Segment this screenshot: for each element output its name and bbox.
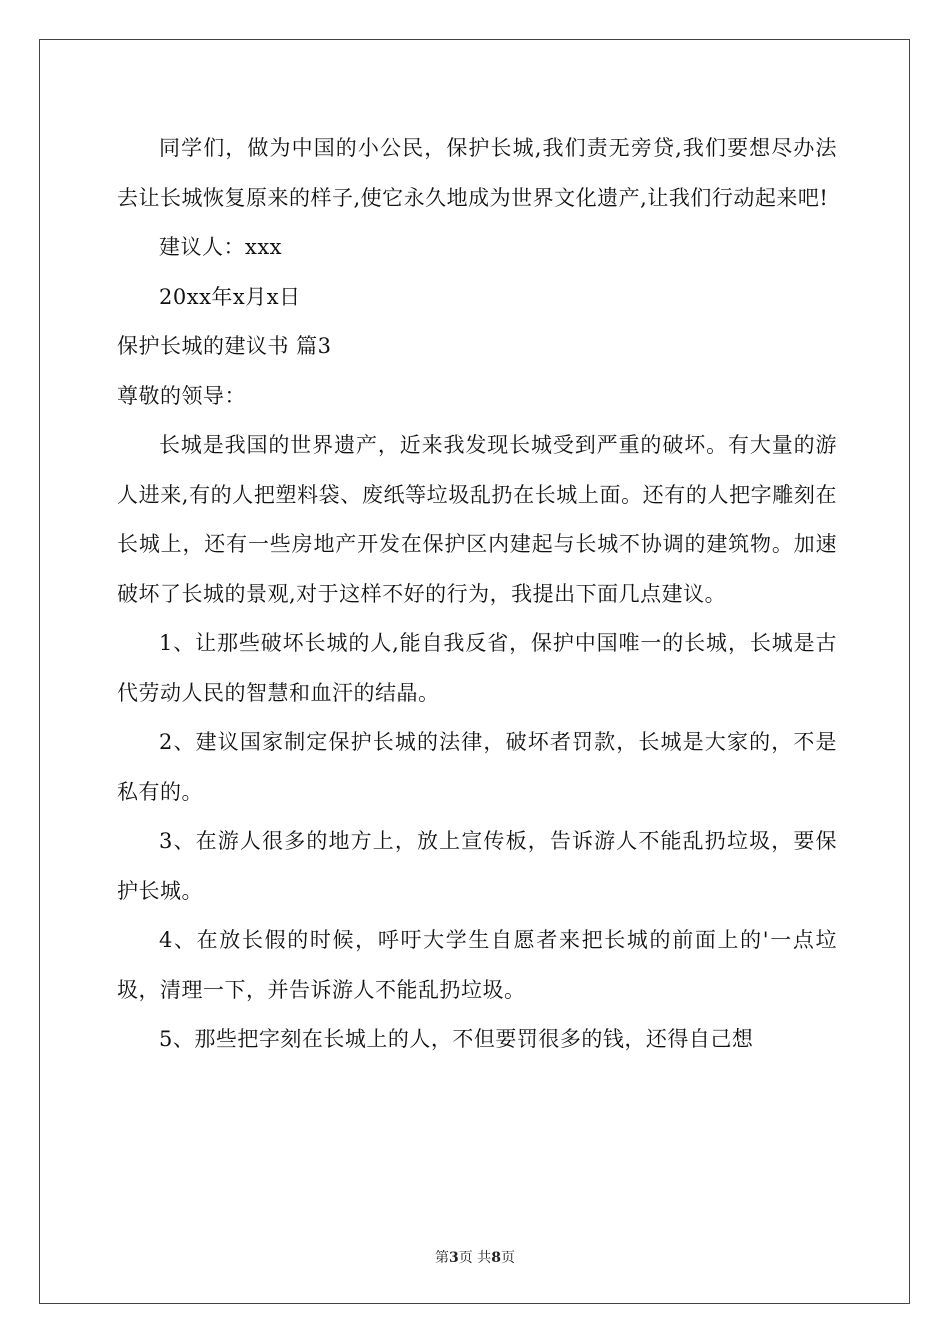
- salutation: 尊敬的领导：: [117, 383, 246, 408]
- page-mid: 页 共: [458, 1250, 492, 1266]
- paragraph-intro: 长城是我国的世界遗产，近来我发现长城受到严重的破坏。有大量的游人进来,有的人把塑料袋、废纸等垃圾乱扔在长城上面。还有的人把字雕刻在长城上，还有一些房地产开发在保护区内建起与长城不协调的建筑物。加速破坏了长城的景观,对于这样不好的行为，我提出下面几点建议。: [117, 433, 837, 606]
- suggestion-2: 2、建议国家制定保护长城的法律，破坏者罚款，长城是大家的，不是私有的。: [117, 730, 837, 804]
- signature-line: 建议人：xxx: [159, 235, 283, 259]
- paragraph-closing: 同学们，做为中国的小公民，保护长城,我们责无旁贷,我们要想尽办法去让长城恢复原来的样子,使它永久地成为世界文化遗产,让我们行动起来吧!: [117, 136, 837, 210]
- page-footer: [0, 1247, 950, 1267]
- document-body: [117, 124, 837, 1065]
- page-prefix: 第: [435, 1250, 450, 1266]
- suggestion-3: 3、在游人很多的地方上，放上宣传板，告诉游人不能乱扔垃圾，要保护长城。: [117, 829, 837, 903]
- page-suffix: 页: [500, 1250, 515, 1266]
- suggestion-1: 1、让那些破坏长城的人,能自我反省，保护中国唯一的长城，长城是古代劳动人民的智慧和血汗的结晶。: [117, 631, 837, 705]
- section-title: 保护长城的建议书 篇3: [117, 334, 332, 358]
- page-number: 3: [449, 1250, 459, 1266]
- suggestion-5: 5、那些把字刻在长城上的人，不但要罚很多的钱，还得自己想: [159, 1027, 754, 1051]
- date-line: 20xx年x月x日: [159, 284, 301, 309]
- page-total: 8: [491, 1250, 501, 1266]
- suggestion-4: 4、在放长假的时候，呼吁大学生自愿者来把长城的前面上的'一点垃圾，清理一下，并告诉游人不能乱扔垃圾。: [117, 928, 837, 1002]
